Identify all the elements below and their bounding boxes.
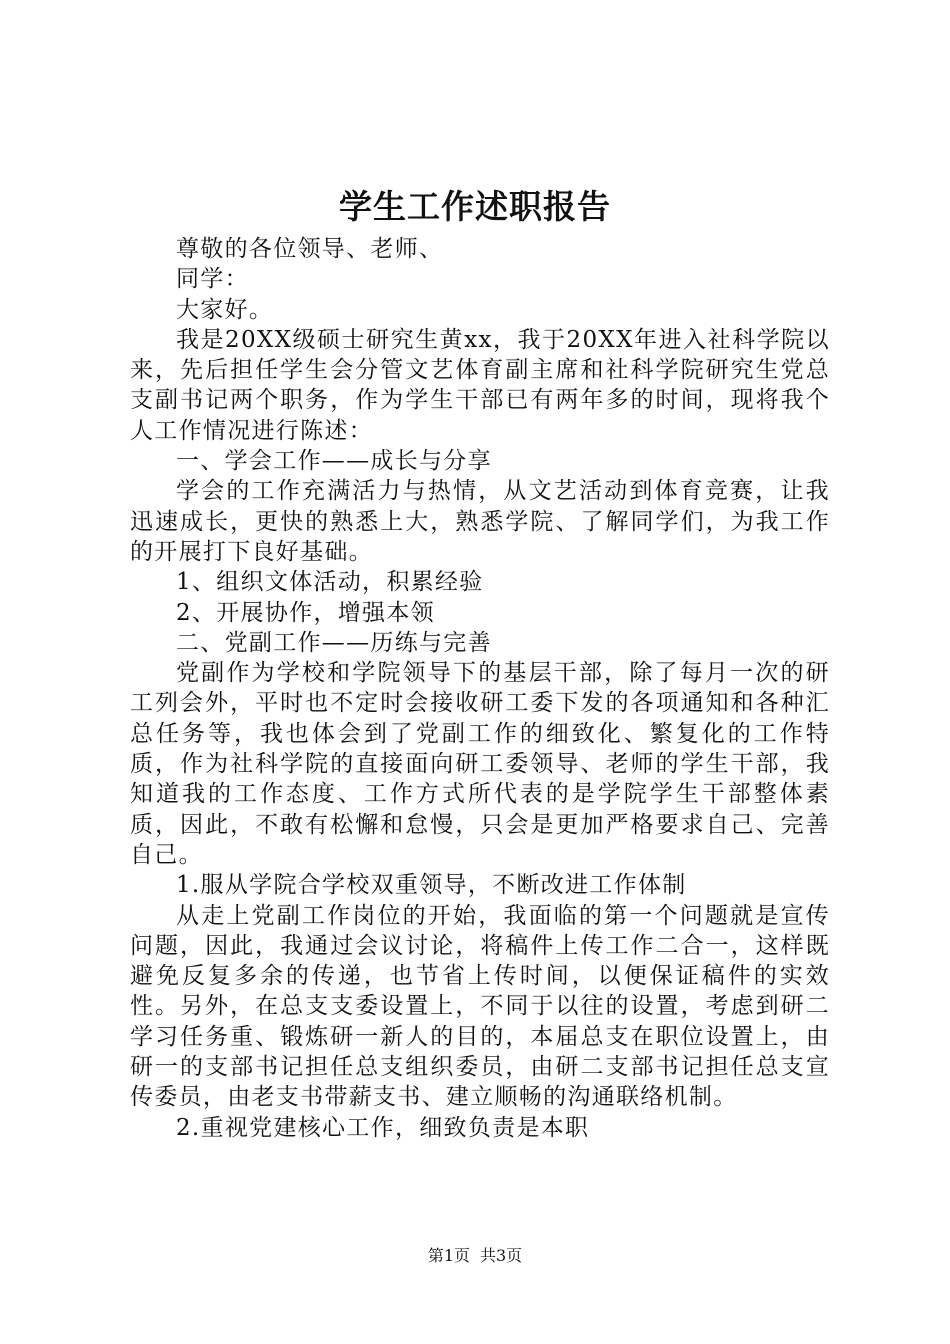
body-paragraph: 从走上党副工作岗位的开始，我面临的第一个问题就是宣传问题，因此，我通过会议讨论，将稿件上传工作二合一，这样既避免反复多余的传递，也节省上传时间，以便保证稿件的实效性。另外，在总支支委设置上，不同于以往的设置，考虑到研二学习任务重、锻炼研一新人的目的，本届总支在职位设置上，由研一的支部书记担任总支组织委员，由研二支部书记担任总支宣传委员，由老支书带薪支书、建立顺畅的沟通联络机制。 — [130, 902, 830, 1111]
body-paragraph: 学会的工作充满活力与热情，从文艺活动到体育竞赛，让我迅速成长，更快的熟悉上大，熟悉学院、了解同学们，为我工作的开展打下良好基础。 — [130, 478, 830, 565]
page-footer — [0, 1245, 950, 1267]
subsection-heading: 2.重视党建核心工作，细致负责是本职 — [176, 1114, 590, 1141]
intro-paragraph: 我是20XX级硕士研究生黄xx，我于20XX年进入社科学院以来，先后担任学生会分管文艺体育副主席和社科学院研究生党总支副书记两个职务，作为学生干部已有两年多的时间，现将我个人工作情况进行陈述： — [130, 326, 830, 444]
salutation-line: 同学： — [176, 266, 249, 293]
subsection-heading: 1、组织文体活动，积累经验 — [176, 569, 484, 596]
salutation-line: 尊敬的各位领导、老师、 — [176, 236, 444, 262]
subsection-heading: 1.服从学院合学校双重领导，不断改进工作体制 — [176, 872, 687, 899]
document-body — [130, 234, 830, 1143]
subsection-heading: 2、开展协作，增强本领 — [176, 599, 435, 626]
body-paragraph: 党副作为学校和学院领导下的基层干部，除了每月一次的研工列会外，平时也不定时会接收研工委下发的各项通知和各种汇总任务等，我也体会到了党副工作的细致化、繁复化的工作特质，作为社科学院的直接面向研工委领导、老师的学生干部，我知道我的工作态度、工作方式所代表的是学院学生干部整体素质，因此，不敢有松懈和怠慢，只会是更加严格要求自己、完善自己。 — [130, 660, 830, 868]
greeting-line: 大家好。 — [176, 296, 274, 323]
section-heading: 一、学会工作——成长与分享 — [176, 448, 492, 475]
page-number: 第1页 — [427, 1246, 470, 1265]
page-total: 共3页 — [480, 1246, 523, 1265]
section-heading: 二、党副工作——历练与完善 — [176, 629, 492, 656]
document-title: 学生工作述职报告 — [339, 187, 611, 226]
